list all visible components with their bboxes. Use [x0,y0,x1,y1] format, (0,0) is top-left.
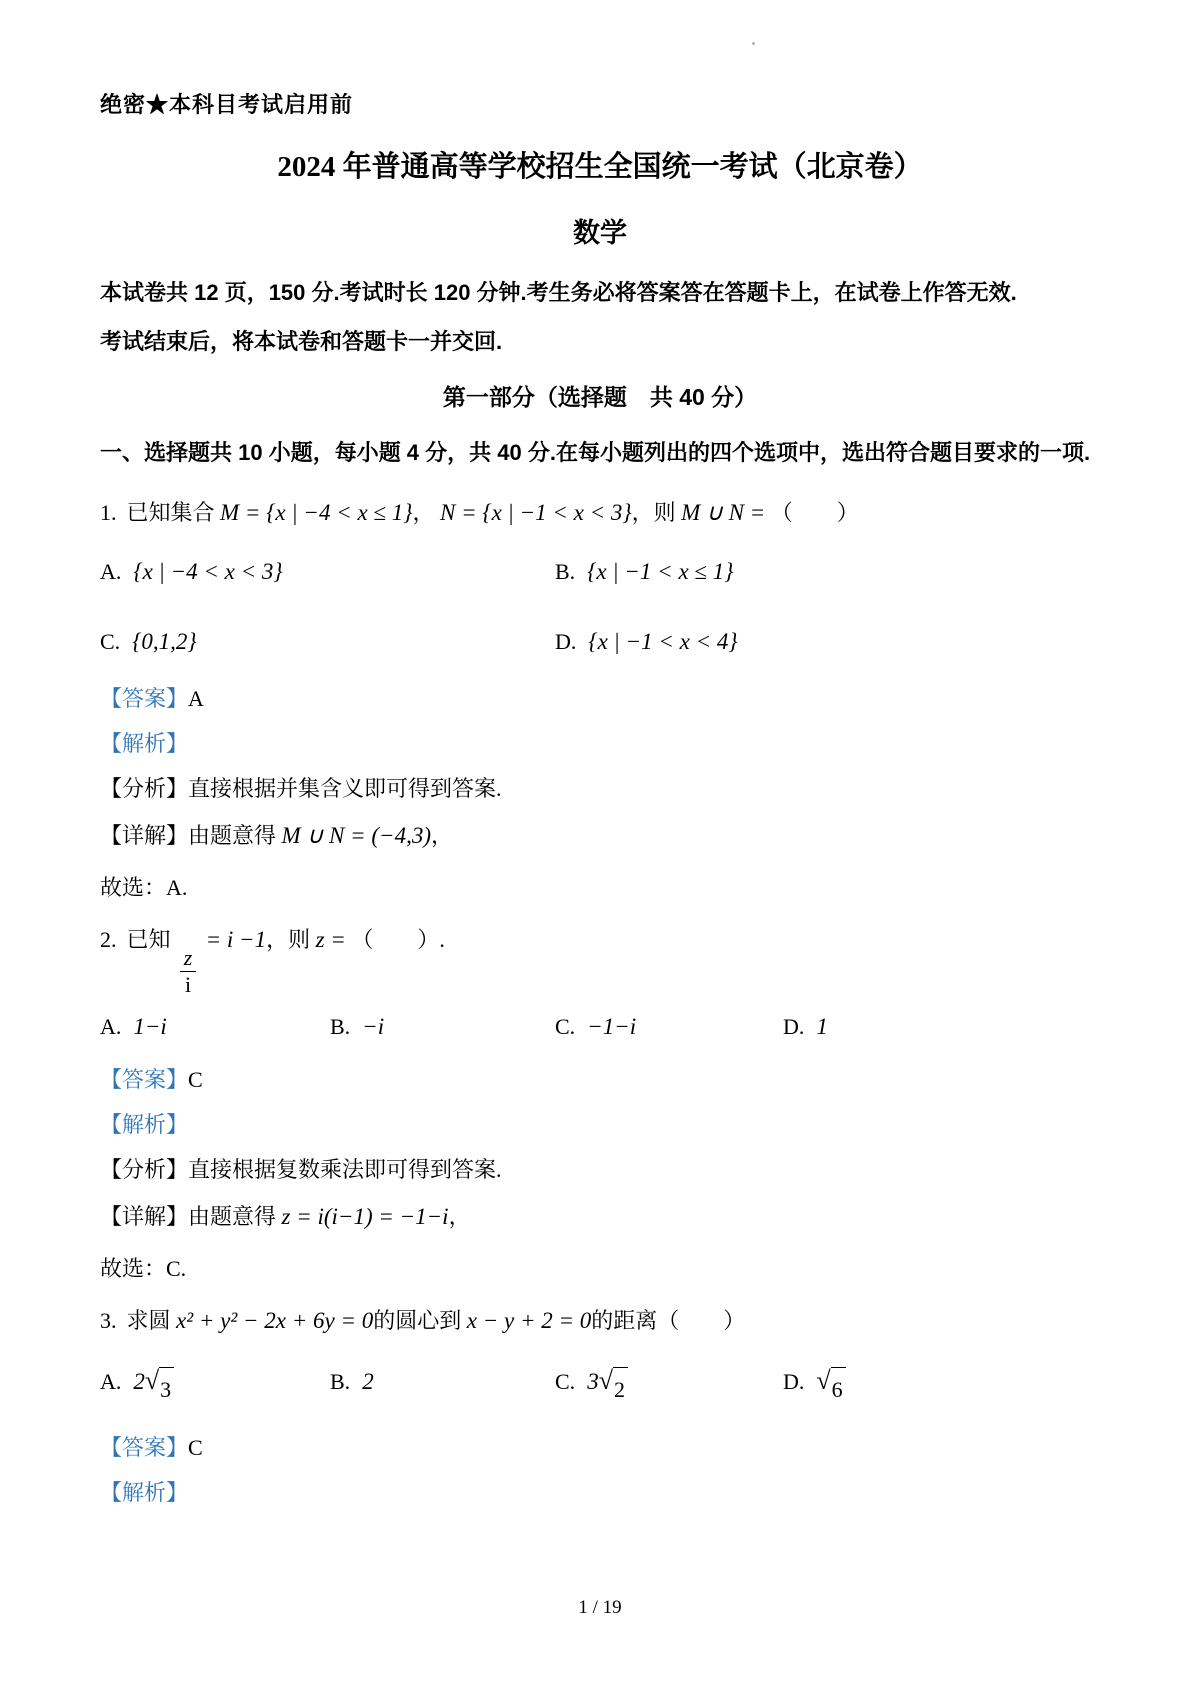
explain-label: 【解析】 [100,730,189,756]
question-1-options [100,550,1100,663]
analysis-label: 【分析】 [100,775,189,801]
stem-text: 已知 [126,927,171,953]
option-label: A. [100,1013,122,1039]
analysis-line [100,772,1100,805]
stem-text: 的圆心到 [373,1308,462,1334]
option-label: C. [100,629,121,655]
option-a [100,550,555,594]
radical-coefficient: 2 [133,1369,145,1395]
option-label: D. [555,629,577,655]
math-expression-set-n: N = {x | −1 < x < 3} [440,500,632,526]
square-root [816,1367,845,1411]
option-b [330,1360,555,1411]
stem-text: 已知集合 [126,500,215,526]
option-a [100,1360,330,1411]
answer-label: 【答案】 [100,1066,189,1092]
exam-instructions-line2: 考试结束后，将本试卷和答题卡一并交回. [100,328,503,354]
option-c [555,1005,783,1049]
square-root [145,1367,174,1411]
option-value: 1−i [133,1013,167,1039]
question-3-stem [100,1301,1100,1340]
question-2-options [100,1005,1100,1049]
detail-label: 【详解】 [100,1203,189,1229]
detail-line [100,819,1100,854]
detail-line [100,1200,1100,1235]
option-value: −i [362,1013,385,1039]
option-label: D. [783,1369,805,1395]
stem-text: 求圆 [126,1308,171,1334]
detail-tail: ， [448,1203,471,1229]
radicand: 2 [613,1367,628,1411]
option-c [100,620,555,664]
stem-text: ，则 [266,927,311,953]
radical-sign: √ [816,1366,831,1396]
radical-coefficient: 3 [587,1369,599,1395]
option-label: D. [783,1013,805,1039]
math-expression-z: z = [315,927,346,953]
detail-label: 【详解】 [100,822,189,848]
option-label: A. [100,559,122,585]
page-footer [0,1597,1200,1619]
answer-value: C [188,1066,203,1092]
option-value: {x | −4 < x < 3} [133,559,283,585]
answer-line [100,1063,1100,1096]
radicand: 6 [831,1367,846,1411]
classified-banner: 绝密★本科目考试启用前 [100,92,354,117]
option-value: {0,1,2} [132,629,197,655]
option-value: −1−i [587,1013,637,1039]
question-1-stem [100,493,1100,532]
explain-label: 【解析】 [100,1479,189,1505]
stem-text: ，则 [631,500,676,526]
option-label: C. [555,1369,576,1395]
analysis-line [100,1153,1100,1186]
math-expression-line: x − y + 2 = 0 [466,1308,592,1334]
option-label: B. [555,559,576,585]
part-one-note: 一、选择题共 10 小题，每小题 4 分，共 40 分.在每小题列出的四个选项中，选出符合题目要求的一项. [100,440,1091,466]
explain-line [100,727,1100,760]
answer-label: 【答案】 [100,685,189,711]
answer-label: 【答案】 [100,1434,189,1460]
square-root [599,1367,628,1411]
fraction-denominator: i [180,971,196,997]
option-label: A. [100,1369,122,1395]
part-one-header: 第一部分（选择题 共 40 分） [442,383,758,410]
question-2-stem [100,920,1100,997]
detail-tail: ， [430,822,453,848]
option-b [555,550,1100,594]
page-title: 2024 年普通高等学校招生全国统一考试（北京卷） [277,151,923,183]
fraction-z-over-i [180,945,196,997]
question-number: 1. [100,500,117,526]
math-expression-circle: x² + y² − 2x + 6y = 0 [176,1308,374,1334]
detail-text: 由题意得 [188,1203,277,1229]
math-expression-set-m: M = {x | −4 < x ≤ 1} [220,500,413,526]
analysis-label: 【分析】 [100,1156,189,1182]
punctuation: ， [412,500,435,526]
answer-value: C [188,1434,203,1460]
option-d [783,1005,1100,1049]
math-expression-union: M ∪ N = [681,500,766,526]
fraction-numerator: z [183,945,193,971]
stray-dot-artifact [752,42,755,45]
radicand: 3 [159,1367,174,1411]
page-number: 1 / 19 [578,1597,622,1618]
analysis-text: 直接根据并集含义即可得到答案. [188,775,502,801]
radical-sign: √ [144,1366,160,1396]
option-value: {x | −1 < x ≤ 1} [587,559,734,585]
explain-line [100,1108,1100,1141]
analysis-text: 直接根据复数乘法即可得到答案. [188,1156,502,1182]
detail-text: 由题意得 [188,822,277,848]
option-value: 1 [816,1013,828,1039]
option-value: {x | −1 < x < 4} [588,629,738,655]
radical-sign: √ [598,1366,613,1396]
answer-blank-parens: （ ） [657,1308,746,1334]
math-expression: = i −1 [205,927,267,953]
exam-instructions-line1: 本试卷共 12 页，150 分.考试时长 120 分钟.考生务必将答案答在答题卡上，在试卷上作答无效. [100,279,1017,305]
option-label: B. [330,1013,351,1039]
question-3-options [100,1360,1100,1411]
option-d [555,620,1100,664]
option-b [330,1005,555,1049]
stem-text: 的距离 [591,1308,658,1334]
detail-math: M ∪ N = (−4,3) [281,822,431,848]
question-number: 2. [100,927,117,953]
subject-title: 数学 [573,217,627,248]
answer-blank-parens: （ ）. [351,927,445,953]
answer-value: A [188,685,204,711]
option-label: B. [330,1369,351,1395]
answer-line [100,1431,1100,1464]
option-a [100,1005,330,1049]
question-number: 3. [100,1308,117,1334]
option-d [783,1360,1100,1411]
conclusion-line: 故选：C. [100,1256,187,1282]
answer-blank-parens: （ ） [770,500,859,526]
option-c [555,1360,783,1411]
conclusion-line: 故选：A. [100,875,188,901]
option-label: C. [555,1013,576,1039]
answer-line [100,682,1100,715]
explain-line [100,1476,1100,1509]
option-value: 2 [362,1369,374,1395]
explain-label: 【解析】 [100,1111,189,1137]
detail-math: z = i(i−1) = −1−i [281,1203,449,1229]
